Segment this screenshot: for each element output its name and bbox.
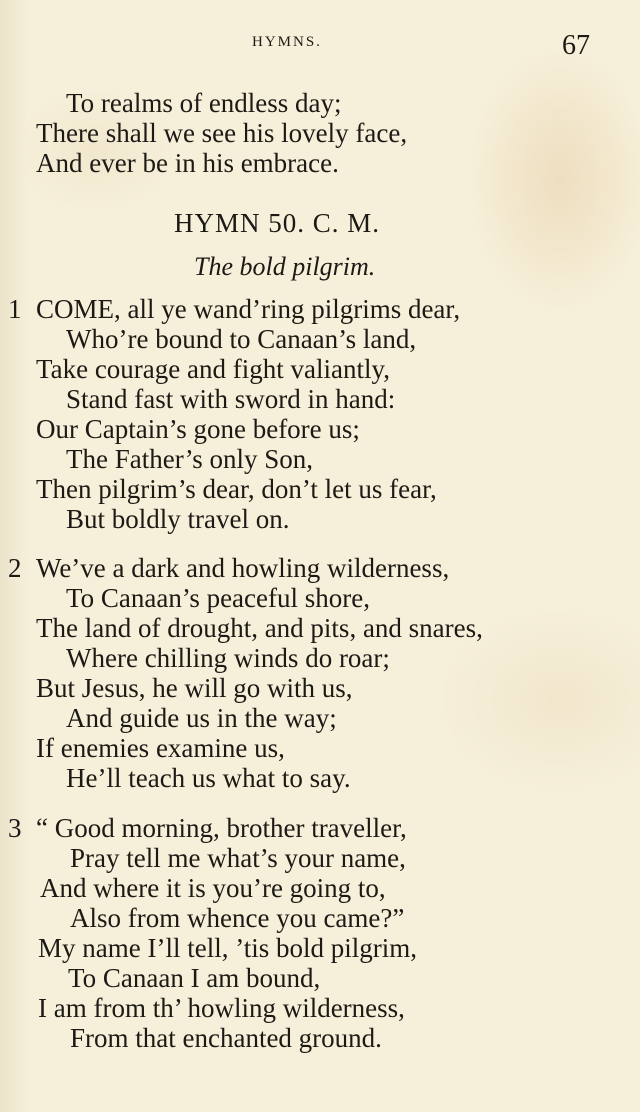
verse-line: Then pilgrim’s dear, don’t let us fear, (36, 474, 437, 504)
verse-line: I am from th’ howling wilderness, (38, 993, 405, 1023)
verse-number: 1 (8, 294, 22, 324)
verse-line: “ Good morning, brother traveller, (36, 813, 407, 843)
verse-line: And where it is you’re going to, (40, 873, 386, 903)
verse-line: Take courage and fight valiantly, (36, 354, 390, 384)
verse-line: Pray tell me what’s your name, (70, 843, 406, 873)
running-head: HYMNS. (252, 34, 322, 50)
verse-line: Where chilling winds do roar; (66, 643, 390, 673)
verse-line: Who’re bound to Canaan’s land, (66, 324, 417, 354)
verse-line: Stand fast with sword in hand: (66, 384, 396, 414)
page-number: 67 (562, 30, 590, 61)
verse-line: To Canaan I am bound, (68, 963, 321, 993)
verse-line: Also from whence you came?” (70, 903, 405, 933)
hymn-subtitle: The bold pilgrim. (194, 252, 376, 281)
preceding-line: There shall we see his lovely face, (36, 118, 408, 148)
verse-number: 3 (8, 813, 22, 843)
verse-line: If enemies examine us, (36, 733, 285, 763)
verse-line: But Jesus, he will go with us, (36, 673, 353, 703)
verse-line: And guide us in the way; (66, 703, 337, 733)
hymn-title: HYMN 50. C. M. (174, 208, 381, 238)
verse-line: But boldly travel on. (66, 504, 290, 534)
verse-line: COME, all ye wand’ring pilgrims dear, (36, 294, 461, 324)
verse-line: To Canaan’s peaceful shore, (66, 583, 370, 613)
verse-line: The Father’s only Son, (66, 444, 313, 474)
preceding-line: And ever be in his embrace. (36, 148, 339, 178)
verse-line: The land of drought, and pits, and snares, (36, 613, 483, 643)
preceding-line: To realms of endless day; (66, 88, 342, 118)
verse-line: Our Captain’s gone before us; (36, 414, 360, 444)
verse-line: My name I’ll tell, ’tis bold pilgrim, (38, 933, 417, 963)
verse-line: We’ve a dark and howling wilderness, (36, 553, 450, 583)
verse-line: He’ll teach us what to say. (66, 763, 351, 793)
verse-line: From that enchanted ground. (70, 1023, 382, 1053)
verse-number: 2 (8, 553, 22, 583)
